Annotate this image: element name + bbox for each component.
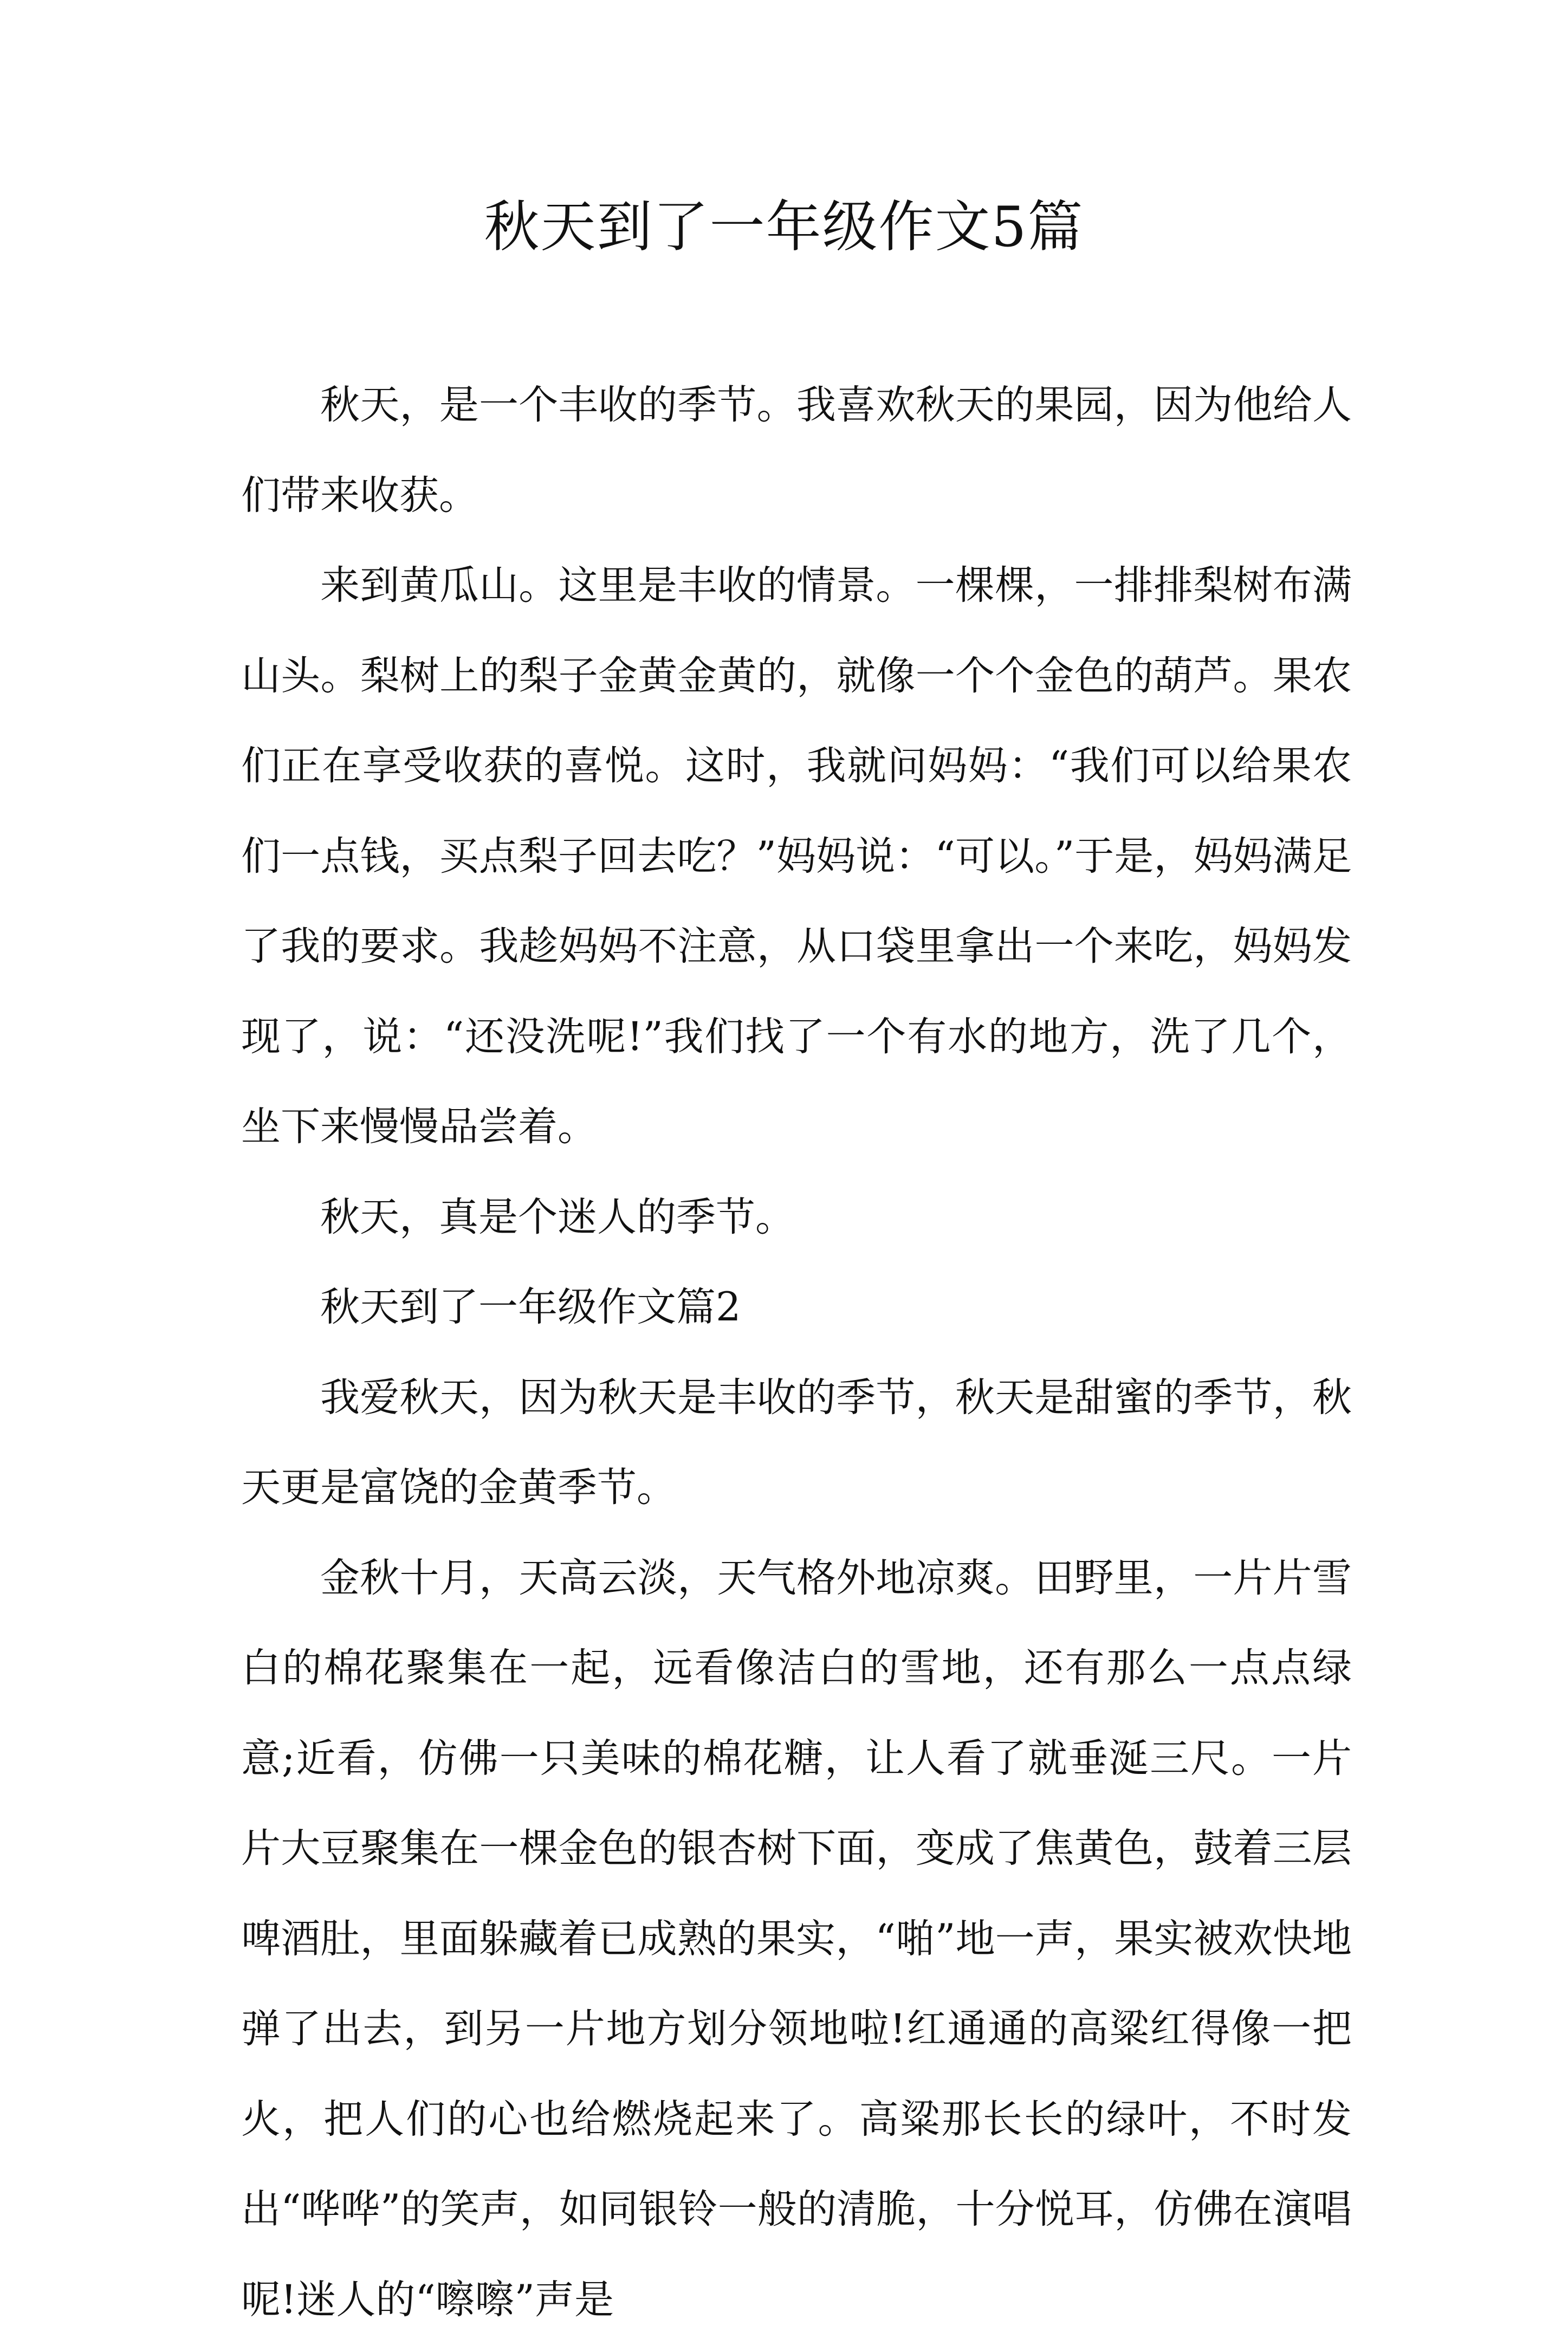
paragraph: 秋天，真是个迷人的季节。 — [241, 1172, 1352, 1263]
document-body — [241, 360, 1352, 2345]
paragraph: 金秋十月，天高云淡，天气格外地凉爽。田野里，一片片雪白的棉花聚集在一起，远看像洁白的雪地，还有那么一点点绿意;近看，仿佛一只美味的棉花糖，让人看了就垂涎三尺。一片片大豆聚集在一棵金色的银杏树下面，变成了焦黄色，鼓着三层啤酒肚，里面躲藏着已成熟的果实，“啪”地一声，果实被欢快地弹了出去，到另一片地方划分领地啦!红通通的高粱红得像一把火，把人们的心也给燃烧起来了。高粱那长长的绿叶，不时发出“哗哗”的笑声，如同银铃一般的清脆，十分悦耳，仿佛在演唱呢!迷人的“嚓嚓”声是 — [241, 1533, 1352, 2345]
paragraph: 秋天，是一个丰收的季节。我喜欢秋天的果园，因为他给人们带来收获。 — [241, 360, 1352, 541]
document-title: 秋天到了一年级作文5篇 — [0, 190, 1568, 265]
section-heading: 秋天到了一年级作文篇2 — [241, 1262, 1352, 1353]
paragraph: 我爱秋天，因为秋天是丰收的季节，秋天是甜蜜的季节，秋天更是富饶的金黄季节。 — [241, 1353, 1352, 1533]
paragraph: 来到黄瓜山。这里是丰收的情景。一棵棵，一排排梨树布满山头。梨树上的梨子金黄金黄的，就像一个个金色的葫芦。果农们正在享受收获的喜悦。这时，我就问妈妈：“我们可以给果农们一点钱，买点梨子回去吃？”妈妈说：“可以。”于是，妈妈满足了我的要求。我趁妈妈不注意，从口袋里拿出一个来吃，妈妈发现了，说：“还没洗呢!”我们找了一个有水的地方，洗了几个，坐下来慢慢品尝着。 — [241, 541, 1352, 1172]
